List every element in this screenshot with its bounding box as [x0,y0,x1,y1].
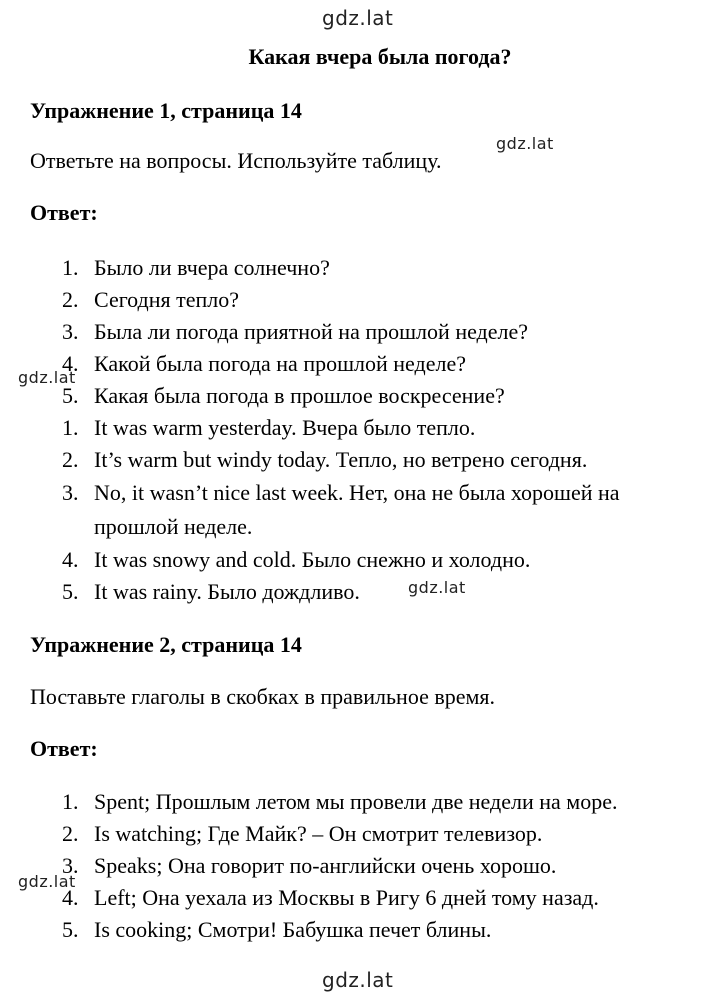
list-number: 1. [62,255,79,280]
list-text: It was warm yesterday. Вчера было тепло. [94,415,476,440]
list-item [30,544,700,576]
list-number: 5. [62,579,79,604]
list-item [30,412,700,444]
exercise-2-answer-label: Ответ: [30,736,98,761]
list-item [30,850,700,882]
list-text: It was snowy and cold. Было снежно и холодно. [94,547,531,572]
list-number: 5. [62,917,79,942]
list-item [30,786,700,818]
list-item [30,914,700,946]
watermark-mid: gdz.lat [18,872,76,891]
list-text: Speaks; Она говорит по-английски очень хорошо. [94,853,557,878]
list-number: 4. [62,547,79,572]
list-item [30,818,700,850]
list-number: 3. [62,480,79,505]
list-text: Сегодня тепло? [94,287,240,312]
list-text: Какой была погода на прошлой неделе? [94,351,467,376]
exercise-1-answer-label: Ответ: [30,200,98,225]
list-item [30,882,700,914]
exercise-2-task: Поставьте глаголы в скобках в правильное время. [30,684,496,709]
list-item [30,348,700,380]
list-text: No, it wasn’t nice last week. Нет, она не была хорошей на прошлой неделе. [94,480,620,539]
list-text: Spent; Прошлым летом мы провели две недели на море. [94,789,618,814]
page-title: Какая вчера была погода? [248,44,512,69]
list-number: 4. [62,351,79,376]
list-text: Было ли вчера солнечно? [94,255,330,280]
list-number: 3. [62,319,79,344]
exercise-2-answers [30,786,700,946]
list-number: 3. [62,853,79,878]
list-item [30,576,700,608]
list-item [30,284,700,316]
list-number: 4. [62,885,79,910]
watermark-mid: gdz.lat [496,134,554,153]
list-number: 2. [62,821,79,846]
list-number: 1. [62,789,79,814]
list-text: It’s warm but windy today. Тепло, но ветрено сегодня. [94,447,588,472]
list-item [30,380,700,412]
list-number: 1. [62,415,79,440]
exercise-1-questions [30,252,700,608]
list-text: It was rainy. Было дождливо. [94,579,360,604]
watermark-mid: gdz.lat [408,578,466,597]
exercise-2-heading: Упражнение 2, страница 14 [30,632,302,657]
watermark-bottom: gdz.lat [322,968,394,992]
list-item [30,252,700,284]
list-text: Какая была погода в прошлое воскресение? [94,383,505,408]
list-text: Left; Она уехала из Москвы в Ригу 6 дней тому назад. [94,885,599,910]
list-text: Была ли погода приятной на прошлой неделе? [94,319,529,344]
list-item [30,316,700,348]
list-number: 2. [62,447,79,472]
list-number: 5. [62,383,79,408]
exercise-1-heading: Упражнение 1, страница 14 [30,98,302,123]
list-item [30,444,700,476]
exercise-1-task: Ответьте на вопросы. Используйте таблицу. [30,148,442,173]
list-text: Is cooking; Смотри! Бабушка печет блины. [94,917,492,942]
list-text: Is watching; Где Майк? – Он смотрит телевизор. [94,821,543,846]
watermark-top: gdz.lat [322,6,394,30]
list-number: 2. [62,287,79,312]
list-item [30,476,700,544]
watermark-mid: gdz.lat [18,368,76,387]
